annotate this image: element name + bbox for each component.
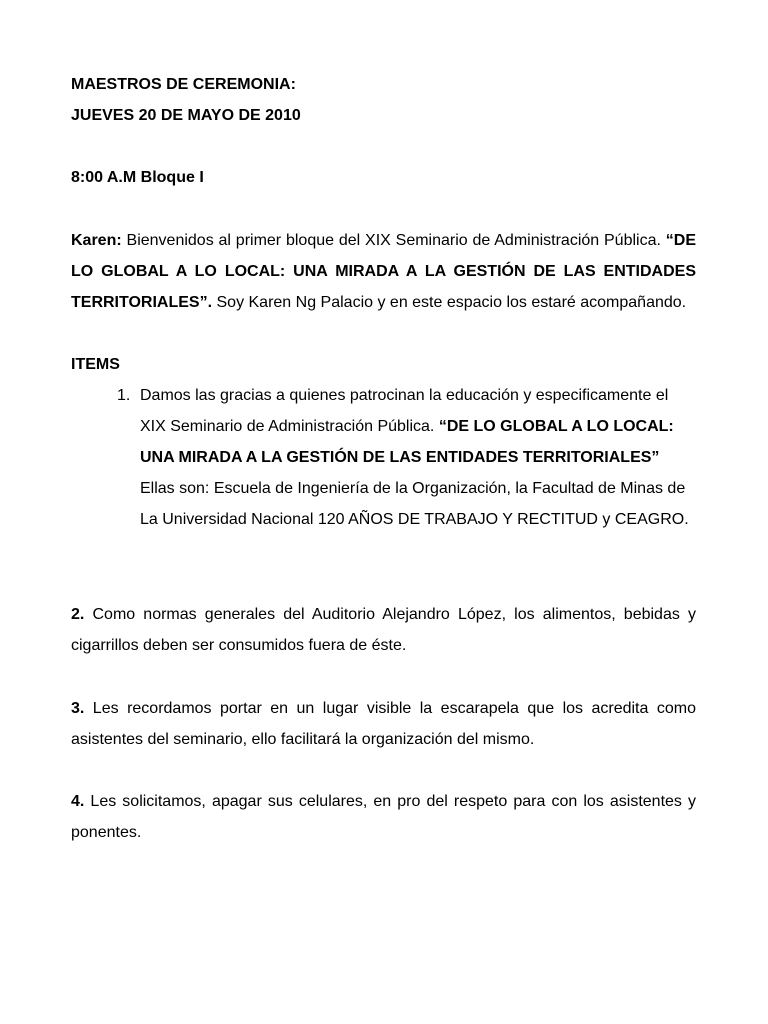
time-block: 8:00 A.M Bloque I: [71, 169, 204, 186]
speaker-name: Karen:: [71, 232, 122, 249]
item-1-text-2: Ellas son: Escuela de Ingeniería de la Organización, la Facultad de Minas de La Universidad Nacional 120 AÑOS DE TRABAJO Y RECTITUD y CEAGRO.: [140, 480, 689, 528]
intro-paragraph: [71, 225, 696, 318]
item-4-number: 4.: [71, 793, 85, 810]
item-2: [71, 599, 696, 661]
item-4-text: Les solicitamos, apagar sus celulares, en pro del respeto para con los asistentes y ponentes.: [71, 793, 696, 841]
item-1-number: 1.: [117, 387, 131, 404]
item-1-text-1: Damos las gracias a quienes patrocinan la educación y especificamente el XIX Seminario de Administración Pública.: [140, 387, 669, 435]
intro-text-1: Bienvenidos al primer bloque del XIX Seminario de Administración Pública.: [121, 232, 666, 249]
item-3-number: 3.: [71, 700, 85, 717]
item-2-number: 2.: [71, 606, 85, 623]
heading: [71, 69, 696, 131]
item-4: [71, 786, 696, 848]
heading-line-1: MAESTROS DE CEREMONIA:: [71, 76, 296, 93]
seminar-title: “DE LO GLOBAL A LO LOCAL: UNA MIRADA A LA GESTIÓN DE LAS ENTIDADES TERRITORIALES”.: [71, 232, 696, 311]
item-1-title: “DE LO GLOBAL A LO LOCAL: UNA MIRADA A LA GESTIÓN DE LAS ENTIDADES TERRITORIALES”: [140, 418, 674, 466]
items-label: ITEMS: [71, 356, 120, 373]
item-1-text: [140, 380, 696, 535]
item-3: [71, 693, 696, 755]
intro-text-2: Soy Karen Ng Palacio y en este espacio los estaré acompañando.: [212, 294, 687, 311]
item-2-text: Como normas generales del Auditorio Alejandro López, los alimentos, bebidas y cigarrillos deben ser consumidos fuera de éste.: [71, 606, 696, 654]
item-3-text: Les recordamos portar en un lugar visible la escarapela que los acredita como asistentes del seminario, ello facilitará la organización del mismo.: [71, 700, 696, 748]
heading-line-2: JUEVES 20 DE MAYO DE 2010: [71, 107, 301, 124]
